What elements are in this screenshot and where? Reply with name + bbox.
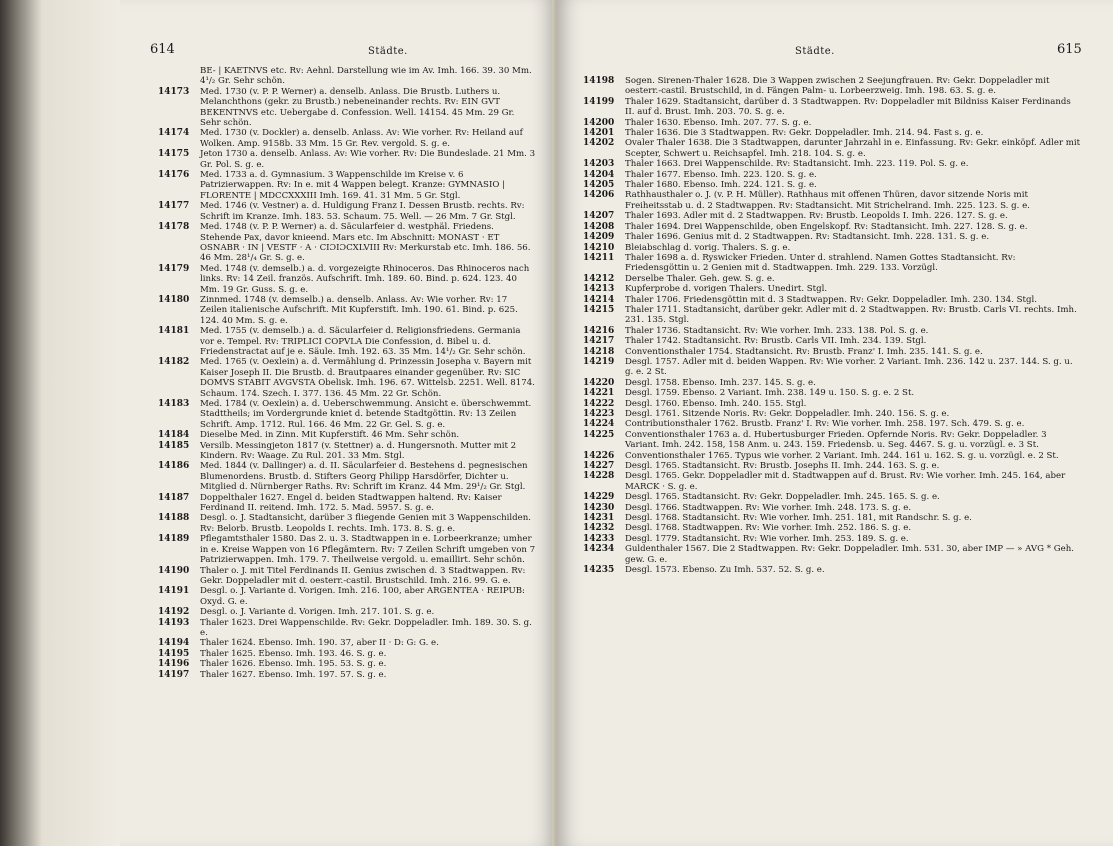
entry-number: 14179 — [158, 263, 190, 274]
catalog-entry — [583, 419, 1081, 429]
entry-number: 14203 — [583, 159, 615, 170]
entry-text: Zinnmed. 1748 (v. demselb.) a. denselb. Anlass. Av: Wie vorher. Rv: 17 Zeilen italienische Aufschrift. Mit Kupferstift. Imh. 190. 61. Bind. p. 625. 124. 40 Mm. S. g. e. — [200, 294, 518, 326]
entry-text: Med. 1733 a. d. Gymnasium. 3 Wappenschilde im Kreise v. 6 Patrizierwappen. Rv: In e. mit 4 Wappen belegt. Kranze: GYMNASIO | FLORENTE | MDCCXXXIII Imh. 169. 41. 31 Mm. 5 Gr. Stgl. — [200, 170, 506, 201]
catalog-entry — [583, 513, 1081, 523]
catalog-entry — [158, 649, 536, 659]
entry-number: 14175 — [158, 149, 190, 160]
entry-number: 14225 — [583, 429, 615, 440]
catalog-entry — [583, 118, 1081, 128]
catalog-entry — [583, 544, 1081, 565]
entry-text: Jeton 1730 a. denselb. Anlass. Av: Wie vorher. Rv: Die Bundeslade. 21 Mm. 3 Gr. Pol. S. g. e. — [200, 149, 536, 170]
running-head: Städte. — [795, 46, 835, 57]
catalog-entry — [583, 326, 1081, 336]
catalog-entry — [158, 201, 536, 222]
entry-number: 14206 — [583, 190, 615, 201]
entry-number: 14196 — [158, 659, 190, 670]
entry-text: Thaler 1698 a. d. Ryswicker Frieden. Unter d. strahlend. Namen Gottes Stadtansicht. Rv: Friedensgöttin u. 2 Genien mit d. Stadtwappen. Imh. 229. 133. Vorzügl. — [625, 252, 1016, 274]
entry-number: 14234 — [583, 544, 615, 555]
entry-number: 14174 — [158, 128, 190, 139]
page-number: 614 — [150, 42, 175, 57]
entry-number: 14178 — [158, 222, 190, 233]
entry-text: BE- | KAETNVS etc. Rv: Aehnl. Darstellung wie im Av. Imh. 166. 39. 30 Mm. 4¹/₂ Gr. Sehr schön. — [200, 66, 532, 87]
entry-text: Thaler 1663. Drei Wappenschilde. Rv: Stadtansicht. Imh. 223. 119. Pol. S. g. e. — [625, 159, 969, 170]
entry-number: 14201 — [583, 128, 615, 139]
entry-text: Med. 1784 (v. Oexlein) a. d. Ueberschwemmung. Ansicht e. überschwemmt. Stadttheils; im Vordergrunde kniet d. betende Stadtgöttin. Rv: 13 Zeilen Schrift. Amp. 1712. Rul. 166. 46 Mm. 22 Gr. Gel. S. g. e. — [200, 399, 532, 430]
entry-text: Conventionsthaler 1754. Stadtansicht. Rv: Brustb. Franz' I. Imh. 235. 141. S. g. e. — [625, 346, 983, 357]
entry-number: 14177 — [158, 201, 190, 212]
catalog-entry — [158, 586, 536, 607]
entry-number: 14211 — [583, 252, 615, 263]
entry-text: Med. 1748 (v. P. P. Werner) a. d. Säcularfeier d. westphäl. Friedens. Stehende Pax, davor knieend. Mars etc. Im Abschnitt: MONAST · ET OSNABR · IN | VESTF · A · CIƆIƆCXLVIII Rv: Merkurstab etc. Imh. 186. 56. 46 Mm. 28¹/₄ Gr. S. g. e. — [200, 222, 531, 264]
catalog-entry — [583, 471, 1081, 492]
catalog-entry — [158, 430, 536, 440]
entry-number: 14232 — [583, 523, 615, 534]
catalog-entry — [583, 503, 1081, 513]
entry-number: 14182 — [158, 357, 190, 368]
entry-text: Ovaler Thaler 1638. Die 3 Stadtwappen, darunter Jahrzahl in e. Einfassung. Rv: Gekr. einköpf. Adler mit Scepter, Schwert u. Reichsapfel. Imh. 218. 104. S. g. e. — [625, 138, 1081, 159]
running-head: Städte. — [368, 46, 408, 57]
entry-text: Rathhausthaler o. J. (v. P. H. Müller). Rathhaus mit offenen Thüren, davor sitzende Noris mit Freiheitsstab u. d. 2 Stadtwappen. Rv: Stadtansicht. Mit Strichelrand. Imh. 225. 123. S. g. e. — [625, 190, 1030, 211]
entry-text: Desgl. 1765. Gekr. Doppeladler mit d. Stadtwappen auf d. Brust. Rv: Wie vorher. Imh. 245. 164, aber MARCK · S. g. e. — [625, 471, 1066, 492]
entry-number: 14208 — [583, 221, 615, 232]
entry-number: 14215 — [583, 304, 615, 315]
catalog-entry — [583, 243, 1081, 253]
catalog-entry — [158, 170, 536, 201]
entry-text: Thaler 1680. Ebenso. Imh. 224. 121. S. g. e. — [625, 180, 817, 191]
entry-text: Desgl. o. J. Variante d. Vorigen. Imh. 217. 101. S. g. e. — [200, 607, 435, 618]
catalog-entry — [158, 461, 536, 492]
entry-number: 14231 — [583, 513, 615, 524]
catalog-entry — [583, 430, 1081, 451]
entry-number: 14200 — [583, 117, 615, 128]
entry-number: 14224 — [583, 419, 615, 430]
entry-list — [583, 76, 1081, 576]
catalog-entry — [583, 211, 1081, 221]
right-page — [557, 0, 1113, 846]
catalog-entry — [583, 128, 1081, 138]
entry-text: Desgl. o. J. Stadtansicht, darüber 3 fliegende Genien mit 3 Wappenschilden. Rv: Belorb. Brustb. Leopolds I. rechts. Imh. 173. 8. S. g. e. — [200, 513, 532, 534]
entry-text: Desgl. o. J. Variante d. Vorigen. Imh. 216. 100, aber ARGENTEA · REIPUB: Oxyd. G. e. — [200, 586, 525, 607]
entry-number: 14190 — [158, 565, 190, 576]
entry-number: 14184 — [158, 430, 190, 441]
entry-text: Med. 1730 (v. Dockler) a. denselb. Anlass. Av: Wie vorher. Rv: Heiland auf Wolken. Amp. 9158b. 33 Mm. 15 Gr. Rev. vergold. S. g. e. — [200, 128, 523, 149]
catalog-entry — [158, 264, 536, 295]
entry-number: 14193 — [158, 617, 190, 628]
catalog-entry — [158, 87, 536, 129]
entry-number: 14187 — [158, 492, 190, 503]
catalog-entry — [583, 170, 1081, 180]
entry-text: Pflegamtsthaler 1580. Das 2. u. 3. Stadtwappen in e. Lorbeerkranze; umher in e. Kreise Wappen von 16 Pflegämtern. Rv: 7 Zeilen Schrift umgeben von 7 Patrizierwappen. Imh. 179. 7. Theilweise vergold. u. emaillirt. Sehr schön. — [200, 534, 536, 566]
entry-text: Contributionsthaler 1762. Brustb. Franz' I. Rv: Wie vorher. Imh. 258. 197. Sch. 479. S. g. e. — [625, 419, 1025, 430]
entry-text: Versilb. Messingjeton 1817 (v. Stettner) a. d. Hungersnoth. Mutter mit 2 Kindern. Rv: Waage. Zu Rul. 201. 33 Mm. Stgl. — [200, 440, 517, 462]
entry-number: 14230 — [583, 502, 615, 513]
entry-number: 14191 — [158, 586, 190, 597]
entry-number: 14185 — [158, 440, 190, 451]
entry-text: Med. 1765 (v. Oexlein) a. d. Vermählung d. Prinzessin Josepha v. Bayern mit Kaiser Joseph II. Die Brustb. d. Brautpaares einander gegenüber. Rv: SIC DOMVS STABIT AVGVSTA Obelisk. Imh. 196. 67. Wittelsb. 2251. Well. 8174. Schaum. 174. Szech. I. 377. 136. 45 Mm. 22 Gr. Schön. — [200, 357, 535, 399]
entry-text: Thaler 1625. Ebenso. Imh. 193. 46. S. g. e. — [200, 648, 387, 659]
entry-text: Thaler 1623. Drei Wappenschilde. Rv: Gekr. Doppeladler. Imh. 189. 30. S. g. e. — [200, 617, 532, 638]
entry-number: 14228 — [583, 471, 615, 482]
entry-text: Thaler 1693. Adler mit d. 2 Stadtwappen. Rv: Brustb. Leopolds I. Imh. 226. 127. S. g. e. — [625, 211, 1008, 222]
entry-number: 14222 — [583, 398, 615, 409]
catalog-entry — [158, 222, 536, 264]
catalog-entry — [583, 565, 1081, 575]
entry-text: Desgl. 1768. Stadtansicht. Rv: Wie vorher. Imh. 251. 181, mit Randschr. S. g. e. — [625, 513, 972, 524]
entry-number: 14186 — [158, 461, 190, 472]
entry-number: 14198 — [583, 76, 615, 86]
entry-text: Med. 1748 (v. demselb.) a. d. vorgezeigte Rhinoceros. Das Rhinoceros nach links. Rv: 14 Zeil. französ. Aufschrift. Imh. 189. 60. Bind. p. 624. 123. 40 Mm. 19 Gr. Guss. S. g. e. — [200, 263, 530, 295]
catalog-entry — [583, 305, 1081, 326]
entry-number: 14235 — [583, 565, 615, 576]
entry-text: Thaler 1630. Ebenso. Imh. 207. 77. S. g. e. — [625, 117, 812, 128]
catalog-entry — [158, 66, 536, 87]
entry-number: 14217 — [583, 336, 615, 347]
catalog-entry — [158, 128, 536, 149]
entry-number: 14223 — [583, 409, 615, 419]
entry-number: 14229 — [583, 492, 615, 503]
entry-text: Thaler 1711. Stadtansicht, darüber gekr. Adler mit d. 2 Stadtwappen. Rv: Brustb. Carls VI. rechts. Imh. 231. 135. Stgl. — [625, 304, 1077, 326]
entry-number: 14204 — [583, 169, 615, 180]
catalog-entry — [158, 513, 536, 534]
catalog-entry — [158, 149, 536, 170]
entry-number: 14188 — [158, 513, 190, 524]
entry-text: Dieselbe Med. in Zinn. Mit Kupferstift. 46 Mm. Sehr schön. — [200, 430, 460, 441]
catalog-entry — [158, 326, 536, 357]
entry-number: 14194 — [158, 638, 190, 649]
entry-text: Thaler 1636. Die 3 Stadtwappen. Rv: Gekr. Doppeladler. Imh. 214. 94. Fast s. g. e. — [625, 128, 984, 139]
entry-number: 14219 — [583, 356, 615, 367]
entry-text: Bleiabschlag d. vorig. Thalers. S. g. e. — [625, 242, 791, 253]
entry-number: 14209 — [583, 232, 615, 243]
entry-text: Thaler 1742. Stadtansicht. Rv: Brustb. Carls VII. Imh. 234. 139. Stgl. — [625, 336, 927, 347]
catalog-entry — [583, 399, 1081, 409]
catalog-entry — [583, 523, 1081, 533]
catalog-entry — [158, 638, 536, 648]
entry-text: Desgl. 1758. Ebenso. Imh. 237. 145. S. g. e. — [625, 377, 816, 388]
entry-text: Kupferprobe d. vorigen Thalers. Unedirt. Stgl. — [625, 284, 828, 295]
entry-text: Desgl. 1761. Sitzende Noris. Rv: Gekr. Doppeladler. Imh. 240. 156. S. g. e. — [625, 409, 950, 419]
left-page — [0, 0, 556, 846]
entry-number: 14195 — [158, 648, 190, 659]
entry-number: 14210 — [583, 242, 615, 253]
entry-number: 14212 — [583, 273, 615, 284]
entry-text: Thaler 1736. Stadtansicht. Rv: Wie vorher. Imh. 233. 138. Pol. S. g. e. — [625, 325, 929, 336]
catalog-entry — [583, 295, 1081, 305]
catalog-entry — [583, 357, 1081, 378]
entry-number: 14183 — [158, 399, 190, 409]
catalog-entry — [583, 461, 1081, 471]
entry-text: Thaler 1706. Friedensgöttin mit d. 3 Stadtwappen. Rv: Gekr. Doppeladler. Imh. 230. 134. Stgl. — [625, 294, 1037, 305]
entry-text: Thaler 1694. Drei Wappenschilde, oben Engelskopf. Rv: Stadtansicht. Imh. 227. 128. S. g. e. — [625, 221, 1028, 232]
catalog-entry — [583, 388, 1081, 398]
catalog-entry — [158, 670, 536, 680]
entry-number: 14213 — [583, 284, 615, 295]
entry-text: Desgl. 1766. Stadtwappen. Rv: Wie vorher. Imh. 248. 173. S. g. e. — [625, 502, 912, 513]
catalog-entry — [583, 97, 1081, 118]
entry-number: 14221 — [583, 388, 615, 399]
entry-number: 14216 — [583, 325, 615, 336]
catalog-entry — [583, 159, 1081, 169]
entry-text: Conventionsthaler 1765. Typus wie vorher. 2 Variant. Imh. 244. 161 u. 162. S. g. u. vorzügl. e. 2 St. — [625, 450, 1059, 461]
catalog-entry — [583, 274, 1081, 284]
entry-list — [158, 66, 536, 680]
entry-text: Med. 1755 (v. demselb.) a. d. Säcularfeier d. Religionsfriedens. Germania vor e. Tempel. Rv: TRIPLICI COPVLA Die Confession, d. Bibel u. d. Friedenstractat auf je e. Säule. Imh. 192. 63. 35 Mm. 14¹/₂ Gr. Sehr schön. — [200, 326, 526, 357]
entry-text: Thaler 1626. Ebenso. Imh. 195. 53. S. g. e. — [200, 659, 387, 670]
entry-number: 14192 — [158, 607, 190, 618]
catalog-entry — [158, 534, 536, 565]
catalog-entry — [583, 492, 1081, 502]
catalog-entry — [158, 441, 536, 462]
entry-number: 14189 — [158, 534, 190, 545]
entry-number: 14180 — [158, 294, 190, 305]
entry-number: 14199 — [583, 96, 615, 107]
page-number: 615 — [1057, 42, 1082, 57]
catalog-entry — [583, 138, 1081, 159]
page-edge-shadow — [0, 0, 120, 846]
entry-text: Thaler 1627. Ebenso. Imh. 197. 57. S. g. e. — [200, 669, 387, 680]
entry-number: 14233 — [583, 533, 615, 544]
catalog-entry — [583, 409, 1081, 419]
entry-text: Desgl. 1757. Adler mit d. beiden Wappen. Rv: Wie vorher. 2 Variant. Imh. 236. 142 u. 237. 144. S. g. u. g. e. 2 St. — [625, 356, 1073, 378]
entry-text: Thaler 1624. Ebenso. Imh. 190. 37, aber II · D: G: G. e. — [200, 638, 439, 649]
entry-text: Desgl. 1765. Stadtansicht. Rv: Gekr. Doppeladler. Imh. 245. 165. S. g. e. — [625, 492, 940, 503]
entry-text: Desgl. 1768. Stadtwappen. Rv: Wie vorher. Imh. 252. 186. S. g. e. — [625, 523, 912, 534]
catalog-entry — [583, 534, 1081, 544]
entry-text: Desgl. 1760. Ebenso. Imh. 240. 155. Stgl. — [625, 398, 807, 409]
entry-number: 14227 — [583, 461, 615, 472]
catalog-entry — [583, 347, 1081, 357]
catalog-entry — [158, 566, 536, 587]
catalog-entry — [583, 222, 1081, 232]
entry-text: Sogen. Sirenen-Thaler 1628. Die 3 Wappen zwischen 2 Seejungfrauen. Rv: Gekr. Doppeladler mit oesterr.-castil. Brustschild, in d. Fängen Palm- u. Lorbeerzweig. Imh. 198. 63. S. g. e. — [625, 76, 1050, 97]
entry-text: Desgl. 1779. Stadtansicht. Rv: Wie vorher. Imh. 253. 189. S. g. e. — [625, 533, 909, 544]
entry-text: Thaler 1677. Ebenso. Imh. 223. 120. S. g. e. — [625, 169, 817, 180]
catalog-entry — [158, 618, 536, 639]
catalog-entry — [158, 493, 536, 514]
entry-number: 14202 — [583, 138, 615, 149]
entry-number: 14181 — [158, 326, 190, 337]
entry-text: Thaler 1629. Stadtansicht, darüber d. 3 Stadtwappen. Rv: Doppeladler mit Bildniss Kaiser Ferdinands II. auf d. Brust. Imh. 203. 70. S. g. e. — [625, 96, 1071, 118]
entry-text: Med. 1746 (v. Vestner) a. d. Huldigung Franz I. Dessen Brustb. rechts. Rv: Schrift im Kranze. Imh. 183. 53. Schaum. 75. Well. — 26 Mm. 7 Gr. Stgl. — [200, 201, 525, 222]
catalog-entry — [583, 76, 1081, 97]
entry-number: 14218 — [583, 346, 615, 357]
catalog-entry — [158, 607, 536, 617]
entry-text: Derselbe Thaler. Geh. gew. S. g. e. — [625, 273, 775, 284]
entry-text: Doppelthaler 1627. Engel d. beiden Stadtwappen haltend. Rv: Kaiser Ferdinand II. reitend. Imh. 172. 5. Mad. 5957. S. g. e. — [200, 492, 502, 514]
catalog-entry — [583, 232, 1081, 242]
entry-number: 14207 — [583, 211, 615, 222]
entry-number: 14205 — [583, 180, 615, 191]
entry-text: Conventionsthaler 1763 a. d. Hubertusburger Frieden. Opfernde Noris. Rv: Gekr. Doppeladler. 3 Variant. Imh. 242. 158, 158 Anm. u. 243. 159. Friedensb. u. Seg. 4467. S. g. u. vorzügl. e. 3 St. — [625, 429, 1047, 451]
entry-text: Med. 1730 (v. P. P. Werner) a. denselb. Anlass. Die Brustb. Luthers u. Melanchthons (gekr. zu Brustb.) nebeneinander rechts. Rv: EIN GVT BEKENTNVS etc. Uebergabe d. Confession. Well. 14154. 45 Mm. 29 Gr. Sehr schön. — [200, 86, 515, 129]
catalog-entry — [583, 180, 1081, 190]
catalog-entry — [583, 451, 1081, 461]
catalog-entry — [158, 399, 536, 430]
entry-text: Thaler o. J. mit Titel Ferdinands II. Genius zwischen d. 3 Stadtwappen. Rv: Gekr. Doppeladler mit d. oesterr.-castil. Brustschild. Imh. 216. 99. G. e. — [200, 565, 526, 586]
catalog-entry — [583, 253, 1081, 274]
catalog-entry — [583, 336, 1081, 346]
entry-text: Med. 1844 (v. Dallinger) a. d. II. Säcularfeier d. Bestehens d. pegnesischen Blumenordens. Brustb. d. Stifters Georg Philipp Harsdörfer, Dichter u. Mitglied d. Nürnberger Raths. Rv: Schrift im Kranz. 44 Mm. 29¹/₂ Gr. Stgl. — [200, 461, 528, 493]
entry-text: Desgl. 1759. Ebenso. 2 Variant. Imh. 238. 149 u. 150. S. g. e. 2 St. — [625, 388, 915, 399]
catalog-entry — [583, 190, 1081, 211]
entry-text: Desgl. 1573. Ebenso. Zu Imh. 537. 52. S. g. e. — [625, 565, 825, 576]
entry-text: Desgl. 1765. Stadtansicht. Rv: Brustb. Josephs II. Imh. 244. 163. S. g. e. — [625, 461, 940, 472]
entry-number: 14214 — [583, 294, 615, 305]
entry-text: Thaler 1696. Genius mit d. 2 Stadtwappen. Rv: Stadtansicht. Imh. 228. 131. S. g. e. — [625, 232, 990, 243]
entry-number: 14173 — [158, 86, 190, 97]
catalog-entry — [158, 659, 536, 669]
entry-number: 14197 — [158, 669, 190, 680]
catalog-entry — [158, 357, 536, 399]
catalog-entry — [583, 284, 1081, 294]
entry-number: 14226 — [583, 450, 615, 461]
entry-text: Guldenthaler 1567. Die 2 Stadtwappen. Rv: Gekr. Doppeladler. Imh. 531. 30, aber IMP — » AVG * Geh. gew. G. e. — [625, 544, 1074, 565]
entry-number: 14176 — [158, 170, 190, 181]
entry-number: 14220 — [583, 377, 615, 388]
catalog-entry — [158, 295, 536, 326]
catalog-entry — [583, 378, 1081, 388]
